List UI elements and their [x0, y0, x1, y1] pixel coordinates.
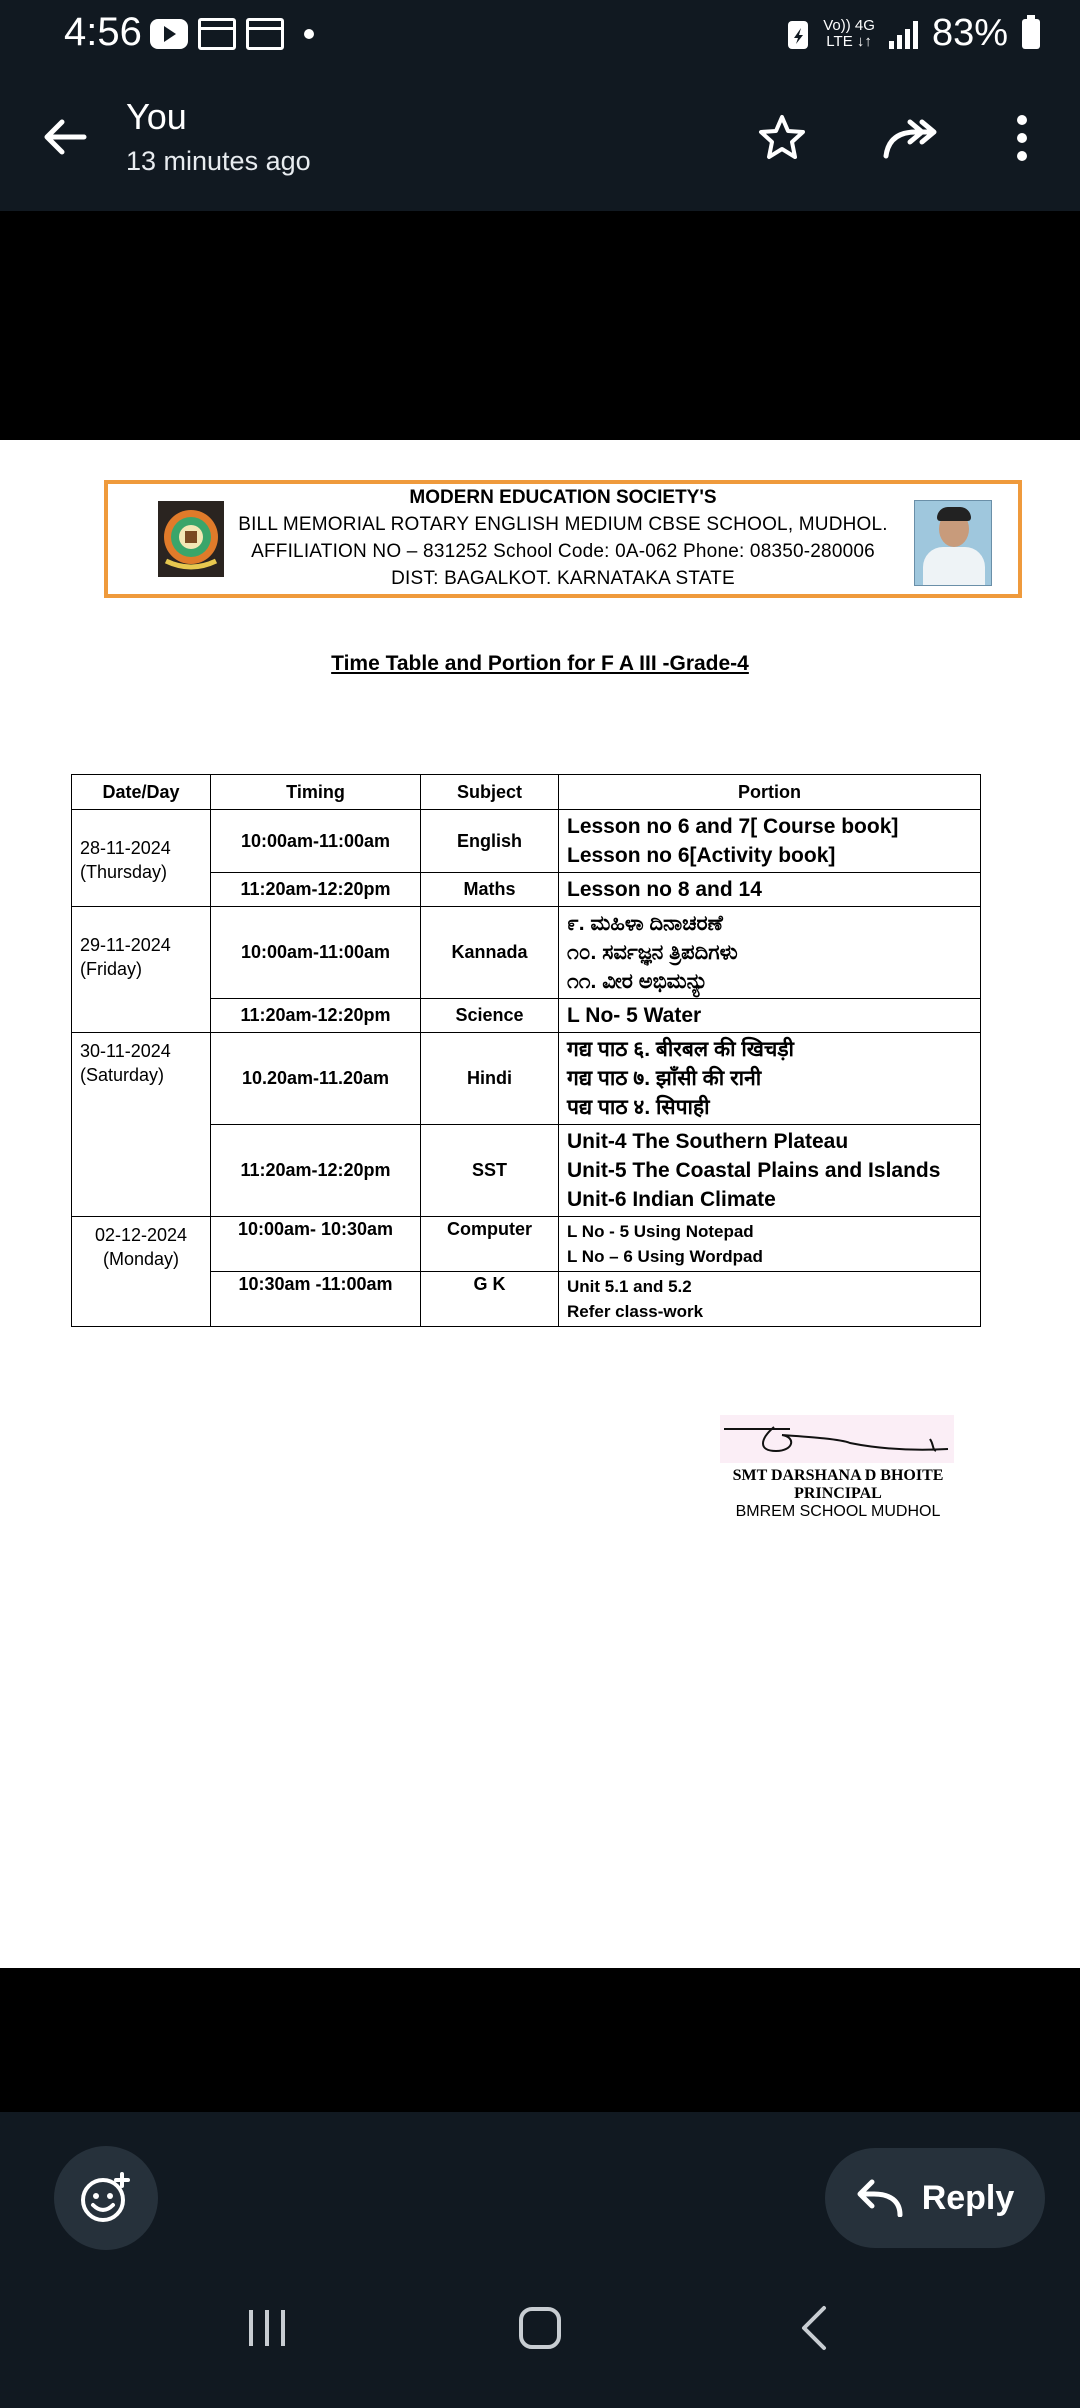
back-icon [798, 2305, 828, 2351]
subject-cell: Kannada [421, 907, 559, 999]
youtube-icon [150, 19, 188, 49]
portion-cell: Lesson no 6 and 7[ Course book] Lesson no 6[Activity book] [559, 810, 981, 873]
timing-cell: 11:20am-12:20pm [211, 873, 421, 907]
home-icon [518, 2306, 562, 2350]
system-nav-bar [0, 2248, 1080, 2408]
portion-cell: L No- 5 Water [559, 999, 981, 1033]
signal-icon [889, 19, 918, 49]
column-header: Date/Day [72, 775, 211, 810]
portion-cell: गद्य पाठ ६. बीरबल की खिचड़ी गद्य पाठ ७. झाँसी की रानी पद्य पाठ ४. सिपाही [559, 1033, 981, 1125]
timing-cell: 11:20am-12:20pm [211, 999, 421, 1033]
back-button[interactable] [773, 2288, 853, 2368]
message-time: 13 minutes ago [126, 146, 311, 176]
add-reaction-icon [78, 2170, 134, 2226]
recents-icon [245, 2308, 289, 2348]
battery-percent: 83% [931, 12, 1008, 54]
subject-cell: English [421, 810, 559, 873]
table-row [72, 810, 981, 873]
society-name: MODERN EDUCATION SOCIETY'S [409, 487, 717, 508]
reply-icon [856, 2179, 904, 2217]
affiliation-line: AFFILIATION NO – 831252 School Code: 0A-062 Phone: 08350-280006 [251, 541, 875, 562]
forward-icon [882, 116, 938, 160]
status-right [787, 12, 1040, 55]
date-cell: 30-11-2024 (Saturday) [72, 1033, 211, 1217]
date-cell: 29-11-2024 (Friday) [72, 907, 211, 1033]
portion-cell: Lesson no 8 and 14 [559, 873, 981, 907]
subject-cell: Hindi [421, 1033, 559, 1125]
recents-button[interactable] [227, 2288, 307, 2368]
document-image[interactable] [0, 440, 1080, 1968]
subject-cell: SST [421, 1125, 559, 1217]
calendar-icon [246, 18, 284, 50]
column-header: Portion [559, 775, 981, 810]
sender-name: You [126, 96, 187, 137]
timing-cell: 10.20am-11.20am [211, 1033, 421, 1125]
back-arrow-icon[interactable] [40, 112, 90, 162]
table-row [72, 1033, 981, 1125]
portion-cell: Unit-4 The Southern Plateau Unit-5 The Coastal Plains and Islands Unit-6 Indian Climate [559, 1125, 981, 1217]
forward-button[interactable] [880, 108, 940, 168]
more-notifications-dot [304, 29, 314, 39]
principal-signature [720, 1415, 956, 1521]
table-row [72, 1217, 981, 1272]
letterhead-text [108, 484, 1018, 592]
network-bottom: LTE ↓↑ [826, 32, 872, 50]
reply-button[interactable] [825, 2148, 1045, 2248]
table-row [72, 907, 981, 999]
home-button[interactable] [500, 2288, 580, 2368]
document-title: Time Table and Portion for F A III -Grade-4 [331, 652, 749, 675]
subject-cell: Maths [421, 873, 559, 907]
star-button[interactable] [752, 108, 812, 168]
timing-cell: 11:20am-12:20pm [211, 1125, 421, 1217]
notification-icons [150, 18, 314, 50]
timing-cell: 10:00am-11:00am [211, 907, 421, 999]
school-name: BILL MEMORIAL ROTARY ENGLISH MEDIUM CBSE SCHOOL, MUDHOL. [238, 514, 888, 535]
network-indicator [823, 18, 875, 50]
subject-cell: G K [421, 1272, 559, 1327]
status-time: 4:56 [64, 10, 142, 54]
timetable [71, 774, 981, 1327]
principal-photo [914, 500, 992, 586]
principal-name: SMT DARSHANA D BHOITE [732, 1467, 944, 1484]
signature-image [720, 1415, 954, 1463]
school-letterhead [104, 480, 1022, 598]
add-reaction-button[interactable] [54, 2146, 158, 2250]
school-short-name: BMREM SCHOOL MUDHOL [735, 1503, 941, 1520]
more-options-button[interactable] [992, 108, 1052, 168]
portion-cell: L No - 5 Using Notepad L No – 6 Using Wordpad [559, 1217, 981, 1272]
date-cell: 28-11-2024 (Thursday) [72, 810, 211, 907]
portion-cell: Unit 5.1 and 5.2 Refer class-work [559, 1272, 981, 1327]
column-header: Subject [421, 775, 559, 810]
battery-icon [1022, 19, 1040, 49]
star-icon [757, 113, 807, 163]
table-header-row [72, 775, 981, 810]
portion-cell: ೯. ಮಹಿಳಾ ದಿನಾಚರಣೆ ೧೦. ಸರ್ವಜ್ಞನ ತ್ರಿಪದಿಗಳು ೧೧. ವೀರ ಅಭಿಮನ್ಯು [559, 907, 981, 999]
more-vert-icon [1014, 113, 1030, 163]
principal-title: PRINCIPAL [794, 1485, 882, 1502]
timing-cell: 10:00am- 10:30am [211, 1217, 421, 1272]
timing-cell: 10:00am-11:00am [211, 810, 421, 873]
date-cell: 02-12-2024 (Monday) [72, 1217, 211, 1327]
timing-cell: 10:30am -11:00am [211, 1272, 421, 1327]
data-saver-icon [787, 18, 809, 50]
subject-cell: Science [421, 999, 559, 1033]
reply-label: Reply [921, 2178, 1015, 2217]
network-top: Vo)) 4G [823, 16, 875, 34]
top-bar [0, 0, 1080, 211]
district-line: DIST: BAGALKOT. KARNATAKA STATE [391, 568, 735, 589]
subject-cell: Computer [421, 1217, 559, 1272]
column-header: Timing [211, 775, 421, 810]
calendar-icon [198, 18, 236, 50]
